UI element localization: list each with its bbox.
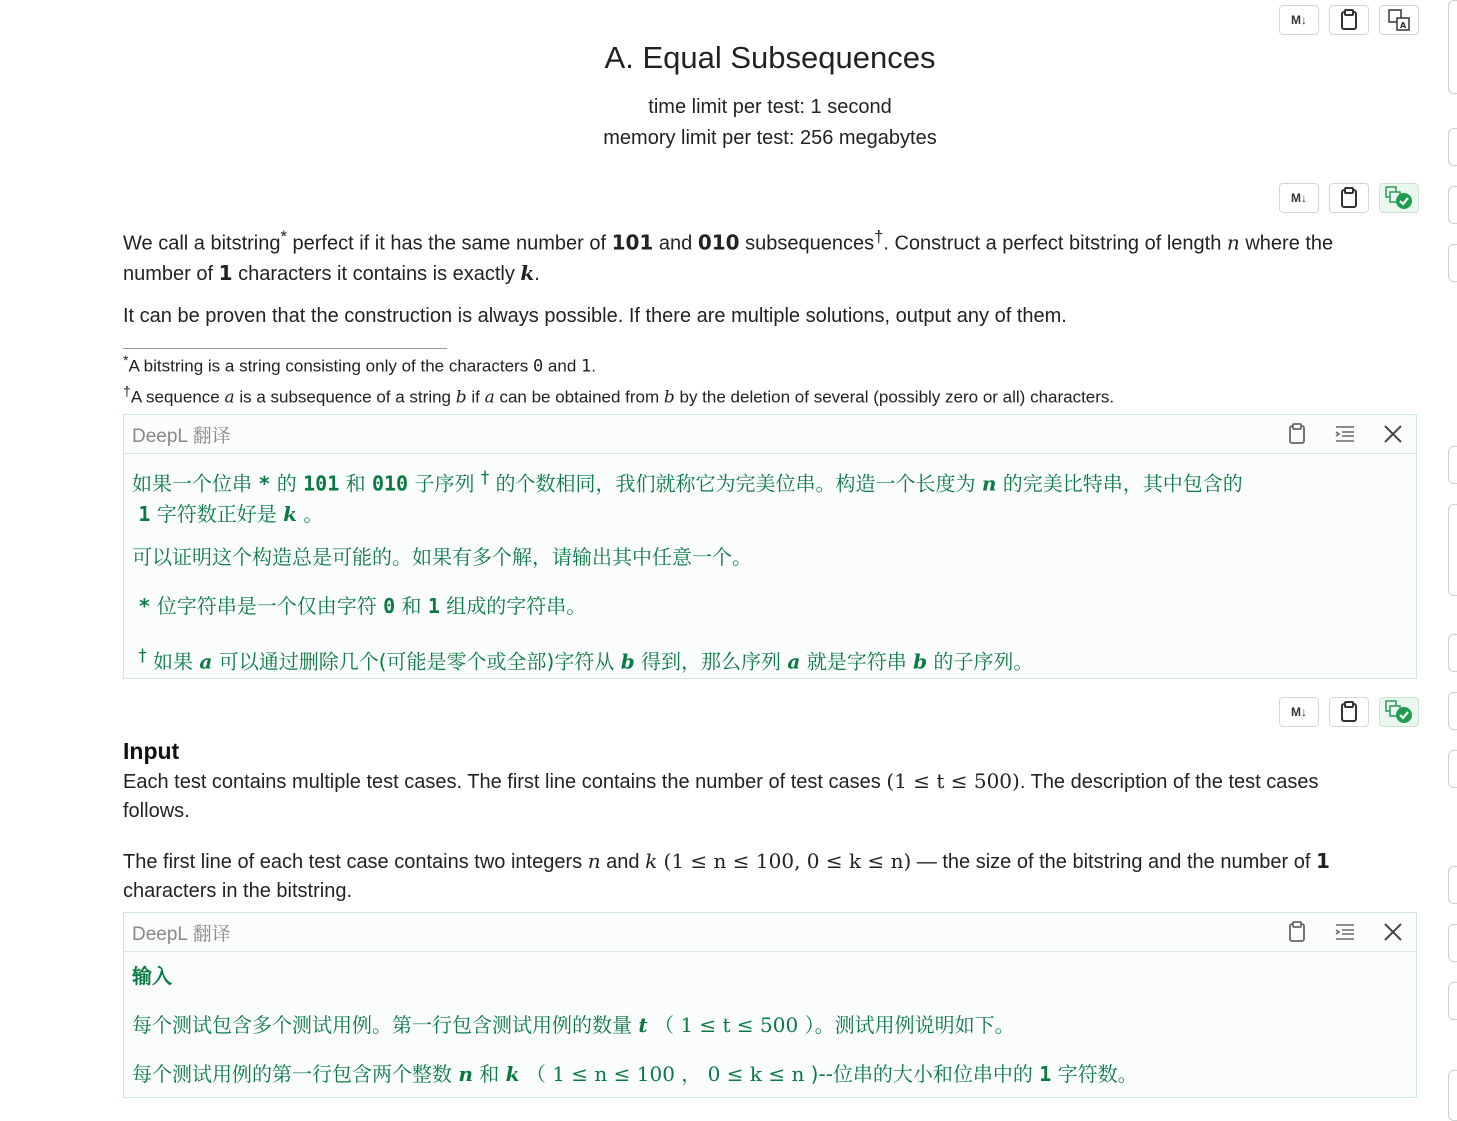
translation-title: 输入	[132, 964, 172, 988]
clipboard-icon[interactable]	[1284, 421, 1310, 447]
translation-input-1: 每个测试包含多个测试用例。第一行包含测试用例的数量 t （ 1 ≤ t ≤ 500 ）。测试用例说明如下。	[132, 1013, 1015, 1037]
deepl-header	[124, 913, 1416, 952]
copy-button[interactable]	[1329, 697, 1369, 727]
memory-limit: memory limit per test: 256 megabytes	[603, 127, 937, 149]
scroll-edge-5	[1448, 446, 1457, 484]
input-toolbar	[1279, 697, 1419, 727]
svg-text:A: A	[1400, 21, 1407, 30]
clipboard-icon	[1340, 9, 1358, 31]
scroll-edge-7	[1448, 634, 1457, 672]
problem-title: A. Equal Subsequences	[604, 40, 936, 75]
clipboard-icon	[1340, 701, 1358, 723]
close-icon[interactable]	[1380, 421, 1406, 447]
deepl-translation-panel	[123, 414, 1417, 679]
translated-button[interactable]	[1379, 183, 1419, 213]
deepl-translation-panel	[123, 912, 1417, 1098]
translation-footnote-1: * 位字符串是一个仅由字符 0 和 1 组成的字符串。	[138, 594, 587, 618]
translation-footnote-2: † 如果 a 可以通过删除几个(可能是零个或全部)字符从 b 得到，那么序列 a 就是字符串 b 的子序列。	[138, 646, 1034, 674]
scroll-edge-8	[1448, 692, 1457, 730]
deepl-label: DeepL 翻译	[132, 923, 231, 945]
scroll-edge-10	[1448, 866, 1457, 904]
scroll-edge-13	[1448, 1070, 1457, 1121]
copy-button[interactable]	[1329, 5, 1369, 35]
footnote-divider	[123, 348, 447, 349]
scroll-edge-4	[1448, 244, 1457, 282]
translate-check-icon	[1384, 700, 1414, 724]
statement-toolbar	[1279, 183, 1419, 213]
translate-check-icon	[1384, 186, 1414, 210]
deepl-header	[124, 415, 1416, 454]
scroll-edge-3	[1448, 186, 1457, 224]
statement-paragraph-1: We call a bitstring* perfect if it has the same number of 101 and 010 subsequences†. Construct a perfect bitstring of length n where the number of 1 characters it contains is exactly k.	[123, 227, 1334, 285]
footnote-1: *A bitstring is a string consisting only of the characters 0 and 1.	[123, 353, 596, 377]
scroll-edge-6	[1448, 504, 1457, 596]
scroll-edge-12	[1448, 982, 1457, 1020]
scroll-edge-9	[1448, 750, 1457, 788]
markdown-button[interactable]: M↓	[1279, 5, 1319, 35]
markdown-button[interactable]: M↓	[1279, 697, 1319, 727]
footnote-2: †A sequence a is a subsequence of a string b if a can be obtained from b by the deletion of several (possibly zero or all) characters.	[123, 384, 1115, 408]
format-icon[interactable]	[1332, 919, 1358, 945]
time-limit: time limit per test: 1 second	[648, 96, 892, 118]
deepl-label: DeepL 翻译	[132, 425, 231, 447]
statement-paragraph-2: It can be proven that the construction is always possible. If there are multiple solutions, output any of them.	[123, 305, 1067, 327]
translation-paragraph-2: 可以证明这个构造总是可能的。如果有多个解，请输出其中任意一个。	[132, 545, 752, 569]
input-section-title: Input	[123, 738, 180, 764]
copy-button[interactable]	[1329, 183, 1369, 213]
close-icon[interactable]	[1380, 919, 1406, 945]
format-icon[interactable]	[1332, 421, 1358, 447]
scroll-edge-11	[1448, 924, 1457, 962]
input-paragraph-1: Each test contains multiple test cases. The first line contains the number of test cases (1 ≤ t ≤ 500). The description of the test cases follows.	[123, 769, 1319, 822]
translate-icon	[1388, 9, 1410, 31]
markdown-button[interactable]: M↓	[1279, 183, 1319, 213]
input-paragraph-2: The first line of each test case contains two integers n and k (1 ≤ n ≤ 100, 0 ≤ k ≤ n) — the size of the bitstring and the number of 1 characters in the bitstring.	[123, 849, 1330, 902]
clipboard-icon[interactable]	[1284, 919, 1310, 945]
translation-paragraph-1: 如果一个位串 * 的 101 和 010 子序列 † 的个数相同，我们就称它为完美位串。构造一个长度为 n 的完美比特串，其中包含的 1 字符数正好是 k 。	[132, 468, 1243, 526]
header-toolbar	[1279, 5, 1419, 35]
translation-input-2: 每个测试用例的第一行包含两个整数 n 和 k （ 1 ≤ n ≤ 100 ， 0 ≤ k ≤ n )--位串的大小和位串中的 1 字符数。	[132, 1062, 1138, 1086]
translate-button[interactable]	[1379, 5, 1419, 35]
translated-button[interactable]	[1379, 697, 1419, 727]
clipboard-icon	[1340, 187, 1358, 209]
